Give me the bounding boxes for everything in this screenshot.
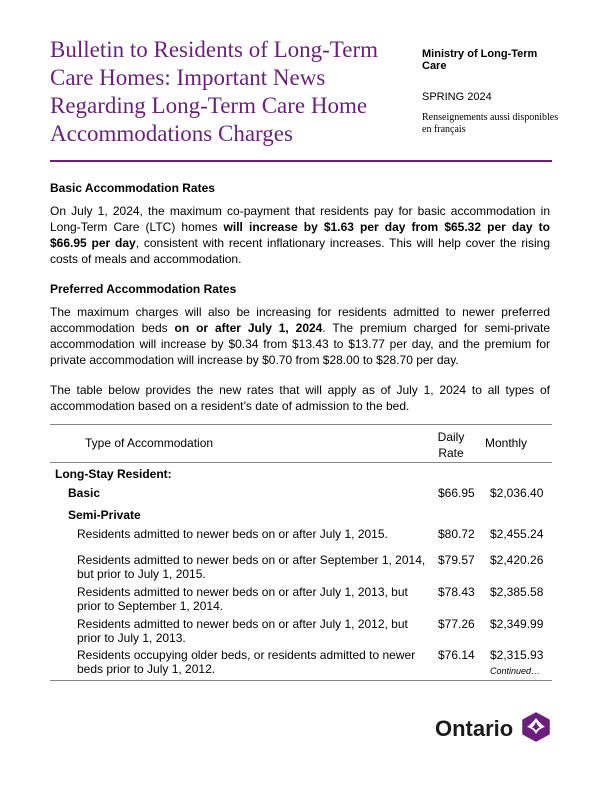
row-daily-rate: $78.43 (438, 585, 475, 599)
row-label (77, 553, 425, 581)
row-label-line-2: but prior to July 1, 2015. (77, 567, 206, 581)
table-intro-paragraph: The table below provides the new rates that will apply as of July 1, 2024 to all types of accommodation based on a resident’s date of admission to the bed. (50, 383, 550, 413)
long-stay-heading: Long-Stay Resident: (55, 467, 172, 481)
row-label-line-2: beds prior to July 1, 2012. (77, 662, 216, 676)
french-availability-note: Renseignements aussi disponibles en français (422, 112, 559, 135)
row-label-line-1: Residents occupying older beds, or residents admitted to newer (77, 648, 416, 662)
basic-text-after: , consistent with recent inflationary increases. This will help cover the rising costs of meals and accommodation. (50, 236, 550, 266)
preferred-rates-paragraph (50, 304, 550, 368)
header-divider (50, 160, 552, 162)
row-daily-rate: $80.72 (438, 527, 475, 541)
row-monthly-rate: $2,349.99 (490, 617, 544, 631)
row-label (77, 648, 415, 676)
basic-text-bold: will increase by $1.63 per day from $65.32 per day to $66.95 per day (50, 220, 550, 250)
row-label (77, 617, 408, 645)
row-label-line-2: prior to July 1, 2013. (77, 631, 186, 645)
table-header-rule (50, 462, 552, 463)
page-title: Bulletin to Residents of Long-Term Care Homes: Important News Regarding Long-Term Care Home Accommodations Charges (50, 37, 379, 146)
preferred-rates-heading: Preferred Accommodation Rates (50, 282, 237, 296)
column-header-type: Type of Accommodation (85, 436, 214, 450)
table-bottom-rule (50, 680, 552, 681)
row-monthly-rate: $2,455.24 (490, 527, 544, 541)
row-label-line-2: prior to September 1, 2014. (77, 599, 224, 613)
edition-season: SPRING 2024 (422, 91, 492, 103)
ontario-trillium-icon (521, 712, 551, 742)
preferred-text-before: The maximum charges will also be increasing for residents admitted to newer preferred accommodation beds (50, 305, 550, 335)
ministry-name: Ministry of Long-Term Care (422, 48, 538, 72)
row-monthly-rate: $2,385.58 (490, 585, 544, 599)
row-label-line-1: Residents admitted to newer beds on or after September 1, 2014, (77, 553, 426, 567)
table-header (50, 426, 552, 460)
row-monthly-rate: $2,315.93 (490, 648, 544, 662)
column-header-rate: Rate (438, 446, 464, 460)
ontario-logo (435, 712, 555, 752)
continued-note: Continued… (490, 666, 541, 676)
bulletin-body (50, 180, 550, 428)
row-label-line-1: Residents admitted to newer beds on or after July 1, 2012, but (77, 617, 408, 631)
row-daily-rate: $76.14 (438, 648, 475, 662)
row-daily-basic: $66.95 (438, 486, 475, 500)
preferred-text-bold: on or after July 1, 2024 (174, 321, 323, 335)
row-monthly-rate: $2,420.26 (490, 553, 544, 567)
semi-private-heading: Semi-Private (68, 508, 141, 522)
header (50, 36, 560, 160)
basic-rates-heading: Basic Accommodation Rates (50, 181, 215, 195)
row-daily-rate: $77.26 (438, 617, 475, 631)
row-daily-rate: $79.57 (438, 553, 475, 567)
row-monthly-basic: $2,036.40 (490, 486, 544, 500)
column-header-monthly: Monthly (485, 436, 528, 450)
column-header-daily: Daily (437, 430, 465, 444)
logo-wordmark: Ontario (435, 716, 514, 741)
row-label-line-1: Residents admitted to newer beds on or after July 1, 2013, but (77, 585, 408, 599)
row-label-basic: Basic (68, 486, 101, 500)
basic-text-before: On July 1, 2024, the maximum co-payment that residents pay for basic accommodation in Long-Term Care (LTC) homes (50, 204, 550, 234)
row-label (77, 585, 408, 613)
column-header-daily-rate (437, 429, 465, 461)
preferred-text-after: . The premium charged for semi-private accommodation will increase by $0.34 from $13.43 to $13.77 per day, and the premium for private accommodation will increase by $0.70 from $28.00 to $28.70 per day. (50, 321, 550, 367)
table-top-rule (50, 424, 552, 425)
header-meta (422, 48, 562, 136)
basic-rates-paragraph (50, 203, 550, 267)
row-label: Residents admitted to newer beds on or after July 1, 2015. (77, 527, 388, 541)
